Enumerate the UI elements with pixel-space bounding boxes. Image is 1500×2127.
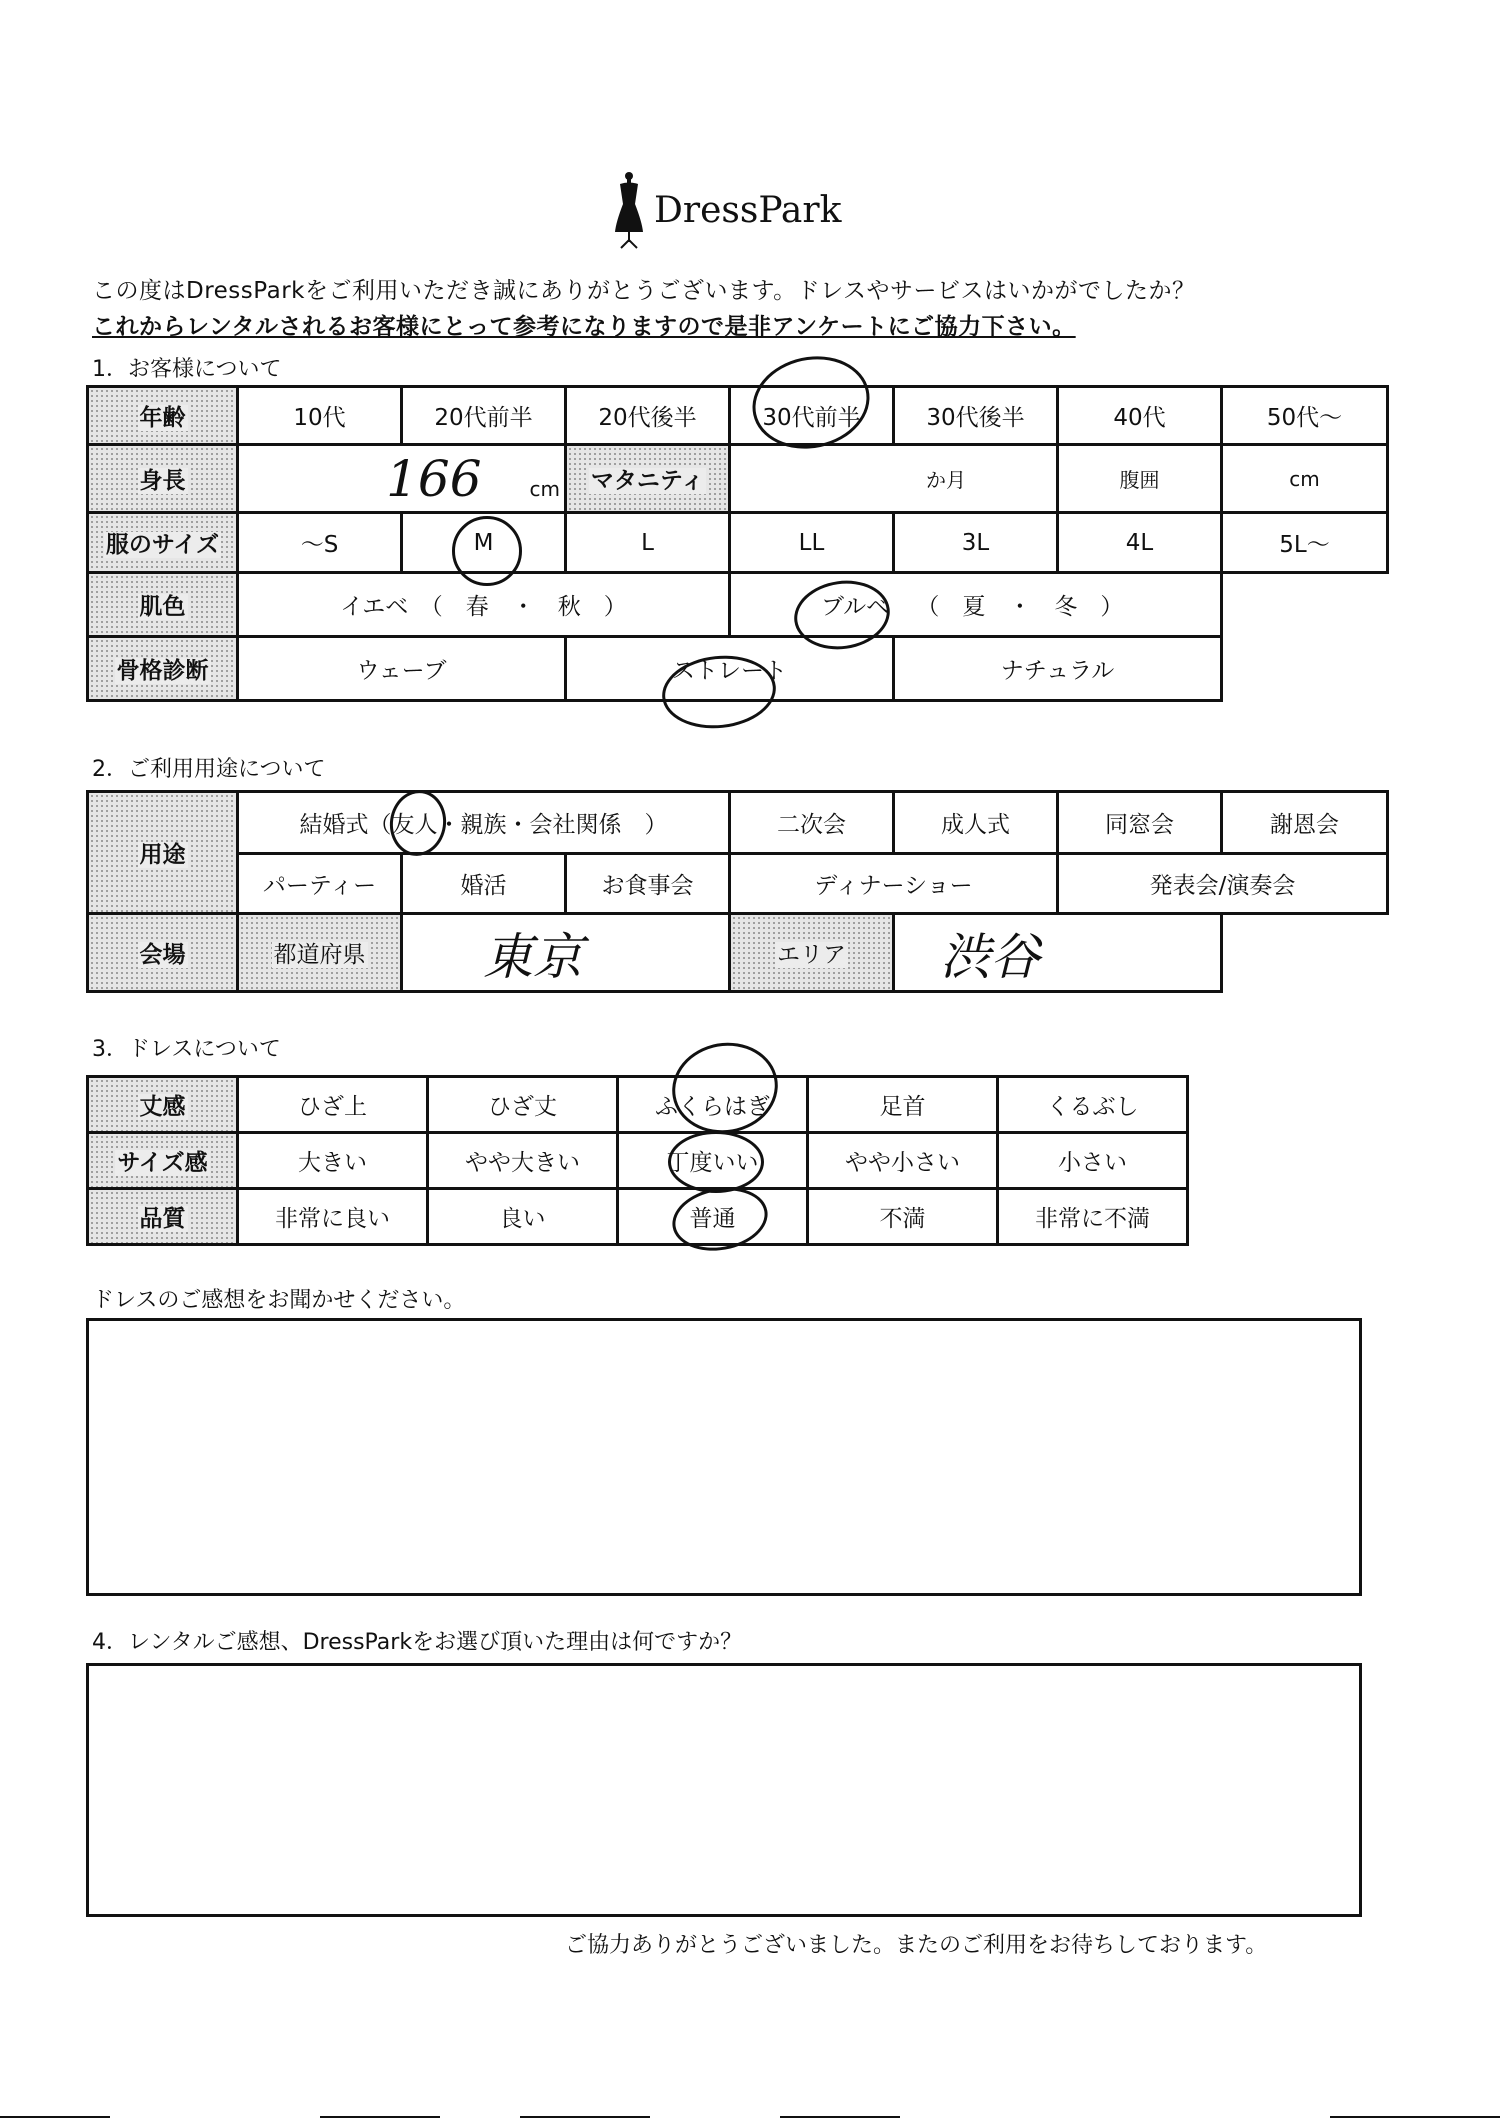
maternity-label: マタニティ bbox=[566, 445, 730, 513]
usage-table bbox=[86, 790, 1389, 993]
frame-option[interactable]: ウェーブ bbox=[238, 637, 566, 701]
logo-text: DressPark bbox=[654, 189, 842, 231]
length-option[interactable]: ひざ丈 bbox=[428, 1077, 618, 1133]
size-label: 服のサイズ bbox=[88, 513, 238, 573]
quality-option[interactable]: 非常に良い bbox=[238, 1189, 428, 1245]
closing-message: ご協力ありがとうございました。またのご利用をお待ちしております。 bbox=[565, 1933, 1268, 1958]
dress-form-icon bbox=[612, 170, 646, 250]
age-option[interactable]: 50代～ bbox=[1222, 387, 1388, 445]
venue-label: 会場 bbox=[88, 914, 238, 992]
height-field[interactable] bbox=[238, 445, 566, 513]
frame-option[interactable]: ナチュラル bbox=[894, 637, 1222, 701]
size-option-selected[interactable]: M bbox=[402, 513, 566, 573]
dresspark-logo bbox=[612, 170, 852, 250]
intro-text: この度はDressParkをご利用いただき誠にありがとうございます。ドレスやサービスはいかがでしたか？ bbox=[92, 278, 1196, 304]
skin-yellow-option[interactable]: イエベ （ 春 ・ 秋 ） bbox=[238, 573, 730, 637]
length-label: 丈感 bbox=[88, 1077, 238, 1133]
fit-option-selected[interactable]: 丁度いい bbox=[618, 1133, 808, 1189]
height-unit: cm bbox=[529, 476, 560, 501]
size-option[interactable]: 4L bbox=[1058, 513, 1222, 573]
age-option[interactable]: 10代 bbox=[238, 387, 402, 445]
impression-textarea[interactable] bbox=[86, 1318, 1362, 1596]
age-option[interactable]: 40代 bbox=[1058, 387, 1222, 445]
wedding-friend-selected: 友人 bbox=[391, 812, 438, 838]
frame-label: 骨格診断 bbox=[88, 637, 238, 701]
scan-mark bbox=[520, 2116, 650, 2118]
length-option[interactable]: 足首 bbox=[808, 1077, 998, 1133]
purpose-option[interactable]: ディナーショー bbox=[730, 854, 1058, 914]
intro-request: これからレンタルされるお客様にとって参考になりますので是非アンケートにご協力下さい。 bbox=[92, 314, 1076, 340]
purpose-option[interactable]: 二次会 bbox=[730, 792, 894, 854]
fit-option[interactable]: 小さい bbox=[998, 1133, 1188, 1189]
wedding-prefix: 結婚式（ bbox=[299, 812, 392, 838]
length-option[interactable]: ひざ上 bbox=[238, 1077, 428, 1133]
length-option-selected[interactable]: ふくらはぎ bbox=[618, 1077, 808, 1133]
waist-unit[interactable]: cm bbox=[1222, 445, 1388, 513]
quality-option[interactable]: 非常に不満 bbox=[998, 1189, 1188, 1245]
purpose-wedding-option[interactable] bbox=[238, 792, 730, 854]
fit-option[interactable]: やや小さい bbox=[808, 1133, 998, 1189]
section1-title: 1．お客様について bbox=[92, 357, 282, 382]
age-option[interactable]: 20代前半 bbox=[402, 387, 566, 445]
height-value: 166 bbox=[386, 449, 482, 508]
area-label: エリア bbox=[730, 914, 894, 992]
length-option[interactable]: くるぶし bbox=[998, 1077, 1188, 1133]
height-label: 身長 bbox=[88, 445, 238, 513]
scan-mark bbox=[320, 2116, 440, 2118]
prefecture-field[interactable] bbox=[402, 914, 730, 992]
waist-label: 腹囲 bbox=[1058, 445, 1222, 513]
scan-mark bbox=[780, 2116, 900, 2118]
customer-table bbox=[86, 385, 1389, 702]
prefecture-label: 都道府県 bbox=[238, 914, 402, 992]
prefecture-value: 東京 bbox=[483, 927, 583, 986]
age-option-selected[interactable]: 30代前半 bbox=[730, 387, 894, 445]
purpose-option[interactable]: パーティー bbox=[238, 854, 402, 914]
size-option[interactable]: ～S bbox=[238, 513, 402, 573]
selection-circle bbox=[452, 516, 522, 586]
quality-option[interactable]: 不満 bbox=[808, 1189, 998, 1245]
scan-mark bbox=[0, 2116, 110, 2118]
purpose-option[interactable]: 発表会/演奏会 bbox=[1058, 854, 1388, 914]
age-option[interactable]: 30代後半 bbox=[894, 387, 1058, 445]
fit-label: サイズ感 bbox=[88, 1133, 238, 1189]
selection-circle bbox=[668, 1131, 764, 1193]
quality-option-selected[interactable]: 普通 bbox=[618, 1189, 808, 1245]
area-field[interactable] bbox=[894, 914, 1222, 992]
size-option[interactable]: LL bbox=[730, 513, 894, 573]
purpose-option[interactable]: 同窓会 bbox=[1058, 792, 1222, 854]
section3-title: 3．ドレスについて bbox=[92, 1037, 281, 1062]
maternity-months-field[interactable]: か月 bbox=[730, 445, 1058, 513]
purpose-option[interactable]: 謝恩会 bbox=[1222, 792, 1388, 854]
fit-option[interactable]: やや大きい bbox=[428, 1133, 618, 1189]
size-option[interactable]: 5L～ bbox=[1222, 513, 1388, 573]
scan-mark bbox=[1330, 2116, 1500, 2118]
age-option[interactable]: 20代後半 bbox=[566, 387, 730, 445]
quality-label: 品質 bbox=[88, 1189, 238, 1245]
wedding-suffix: ・親族・会社関係 ） bbox=[437, 812, 668, 838]
fit-option[interactable]: 大きい bbox=[238, 1133, 428, 1189]
section2-title: 2．ご利用用途について bbox=[92, 757, 326, 782]
reason-textarea[interactable] bbox=[86, 1663, 1362, 1917]
frame-option-selected[interactable]: ストレート bbox=[566, 637, 894, 701]
area-value: 渋谷 bbox=[940, 927, 1041, 986]
size-option[interactable]: L bbox=[566, 513, 730, 573]
skin-label: 肌色 bbox=[88, 573, 238, 637]
quality-option[interactable]: 良い bbox=[428, 1189, 618, 1245]
purpose-option[interactable]: お食事会 bbox=[566, 854, 730, 914]
section4-title: 4．レンタルご感想、DressParkをお選び頂いた理由は何ですか？ bbox=[92, 1630, 743, 1655]
size-option[interactable]: 3L bbox=[894, 513, 1058, 573]
age-label: 年齢 bbox=[88, 387, 238, 445]
skin-blue-seasons: （ 夏 ・ 冬 ） bbox=[916, 594, 1124, 620]
impression-prompt: ドレスのご感想をお聞かせください。 bbox=[92, 1288, 466, 1313]
purpose-option[interactable]: 成人式 bbox=[894, 792, 1058, 854]
skin-blue-selected: ブルベ bbox=[821, 594, 890, 620]
purpose-option[interactable]: 婚活 bbox=[402, 854, 566, 914]
purpose-label: 用途 bbox=[88, 792, 238, 914]
dress-table bbox=[86, 1075, 1189, 1246]
